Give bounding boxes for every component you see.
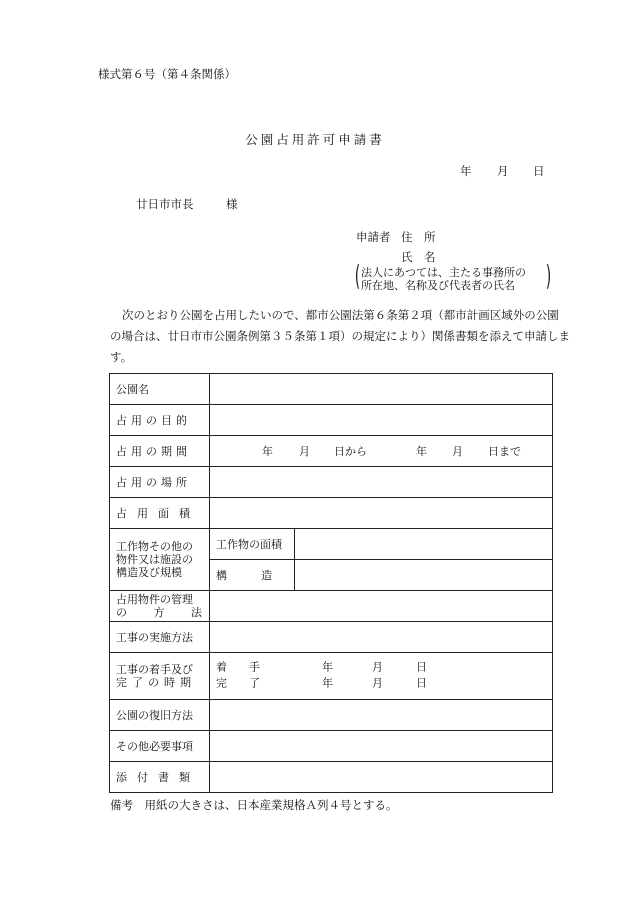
- timing-end-label: 完 了: [216, 676, 260, 690]
- structure-area-field[interactable]: [295, 529, 553, 560]
- note-bracket-close: ): [545, 259, 552, 292]
- timing-end-day: 日: [416, 676, 427, 690]
- location-field[interactable]: [210, 467, 553, 498]
- period-from-year: 年: [262, 445, 273, 458]
- row-timing: [110, 653, 553, 700]
- row-restoration: [110, 700, 553, 731]
- application-statement: 次のとおり公園を占用したいので、都市公園法第６条第２項（都市計画区域外の公園の場合は、廿日市市公園条例第３５条第１項）の規定により）関係書類を添えて申請します。: [110, 308, 570, 364]
- construction-method-label: 工事の実施方法: [110, 622, 210, 653]
- period-to-day: 日まで: [488, 445, 521, 458]
- period-from-month: 月: [299, 445, 310, 458]
- timing-label: 工事の着手及び 完了の時期: [110, 653, 210, 700]
- period-from-day: 日から: [334, 445, 367, 458]
- park-name-field[interactable]: [210, 374, 553, 405]
- construction-method-field[interactable]: [210, 622, 553, 653]
- timing-start-year: 年: [322, 660, 333, 674]
- applicant-note-line1: 法人にあつては、主たる事務所の: [361, 266, 526, 279]
- timing-end-year: 年: [322, 676, 333, 690]
- timing-start-month: 月: [372, 660, 383, 674]
- restoration-label: 公園の復旧方法: [110, 700, 210, 731]
- purpose-label: 占用の目的: [110, 405, 210, 436]
- row-location: [110, 467, 553, 498]
- structure-area-label: 工作物の面積: [210, 529, 295, 560]
- period-to-month: 月: [452, 445, 463, 458]
- applicant-note: [361, 266, 526, 292]
- timing-end-month: 月: [372, 676, 383, 690]
- row-other: [110, 731, 553, 762]
- applicant-note-line2: 所在地、名称及び代表者の氏名: [361, 279, 515, 292]
- period-field[interactable]: [210, 436, 553, 467]
- date-day-label: 日: [533, 164, 545, 178]
- date-month-label: 月: [497, 164, 509, 178]
- applicant-name-label: 氏 名: [401, 250, 436, 264]
- row-park-name: [110, 374, 553, 405]
- other-field[interactable]: [210, 731, 553, 762]
- management-label: 占用物件の管理 の 方 法: [110, 591, 210, 622]
- structure-build-field[interactable]: [295, 560, 553, 591]
- applicant-address-label: 住 所: [401, 230, 436, 244]
- addressee-honorific: 様: [226, 197, 238, 211]
- row-purpose: [110, 405, 553, 436]
- structure-label: 工作物その他の 物件又は施設の 構造及び規模: [110, 529, 210, 591]
- location-label: 占用の場所: [110, 467, 210, 498]
- timing-field[interactable]: [210, 653, 553, 700]
- period-label: 占用の期間: [110, 436, 210, 467]
- other-label: その他必要事項: [110, 731, 210, 762]
- attachments-label: 添付書類: [110, 762, 210, 793]
- park-name-label: 公園名: [110, 374, 210, 405]
- restoration-field[interactable]: [210, 700, 553, 731]
- row-management: [110, 591, 553, 622]
- row-area: [110, 498, 553, 529]
- form-title: 公園占用許可申請書: [245, 132, 385, 147]
- applicant-label: 申請者: [356, 230, 391, 244]
- row-period: [110, 436, 553, 467]
- date-year-label: 年: [460, 164, 472, 178]
- timing-start-label: 着 手: [216, 660, 260, 674]
- note-bracket-open: (: [354, 259, 361, 292]
- application-table: [109, 373, 553, 793]
- timing-start-day: 日: [416, 660, 427, 674]
- row-structure-area: [110, 529, 553, 560]
- purpose-field[interactable]: [210, 405, 553, 436]
- row-attachments: [110, 762, 553, 793]
- row-construction-method: [110, 622, 553, 653]
- area-label: 占用面積: [110, 498, 210, 529]
- addressee-name: 廿日市市長: [136, 197, 194, 211]
- period-to-year: 年: [416, 445, 427, 458]
- area-field[interactable]: [210, 498, 553, 529]
- management-field[interactable]: [210, 591, 553, 622]
- attachments-field[interactable]: [210, 762, 553, 793]
- remarks-note: 備考 用紙の大きさは、日本産業規格Ａ列４号とする。: [110, 798, 398, 812]
- structure-build-label: 構 造: [210, 560, 295, 591]
- form-number: 様式第６号（第４条関係）: [98, 67, 236, 81]
